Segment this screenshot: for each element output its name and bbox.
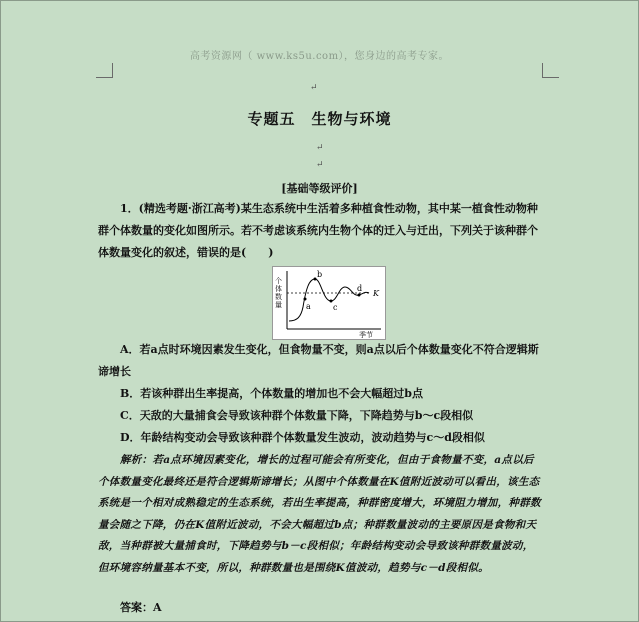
answer-text: 答案：A — [120, 601, 162, 614]
point-d — [358, 294, 361, 297]
x-axis-label: 季节 — [359, 331, 373, 339]
y-axis-label-line: 个 — [275, 277, 282, 285]
k-label: K — [373, 289, 379, 298]
label-c: c — [333, 303, 338, 312]
y-axis-label-line: 量 — [275, 301, 282, 309]
y-axis-label — [275, 276, 284, 309]
option-c: C．天敌的大量捕食会导致该种群个体数量下降，下降趋势与b～c段相似 — [120, 409, 474, 422]
y-axis-label-line: 体 — [275, 285, 282, 293]
section-label: [基础等级评价] — [281, 182, 358, 195]
paragraph-mark: ↵ — [316, 160, 324, 170]
page-title: 专题五 生物与环境 — [247, 110, 392, 128]
analysis-text: 解析：若a点环境因素变化，增长的过程可能会有所变化，但由于食物量不变，a点以后个体数量变化最终还是符合逻辑斯谛增长；从图中个体数量在K值附近波动可以看出，该生态系统是一个相对成熟稳定的生态系统，若出生率提高，种群密度增大，环境阻力增加，种群数量会随之下降，仍在K值附近波动，不会大幅超过b点；种群数量波动的主要原因是食物和天敌，当种群被大量捕食时，下降趋势与b－c段相似；年龄结构变动会导致该种群数量波动，但环境容纳量基本不变，所以，种群数量也是围绕K值波动，趋势与c－d段相似。 — [98, 454, 541, 574]
header-note: 高考资源网（ www.ks5u.com），您身边的高考专家。 — [189, 51, 450, 62]
margin-corner-left — [96, 63, 113, 78]
label-d: d — [357, 284, 363, 293]
paragraph-mark: ↵ — [316, 143, 324, 153]
label-a: a — [306, 302, 311, 311]
option-a: A．若a点时环境因素发生变化，但食物量不变，则a点以后个体数量变化不符合逻辑斯谛增长 — [98, 343, 539, 378]
question-text: 1．(精选考题·浙江高考)某生态系统中生活着多种植食性动物，其中某一植食性动物种群个体数量的变化如图所示。若不考虑该系统内生物个体的迁入与迁出，下列关于该种群个体数量变化的叙述，错误的是( ) — [98, 202, 538, 259]
point-a — [304, 298, 307, 301]
paragraph-mark: ↵ — [310, 83, 318, 93]
population-curve-svg — [273, 267, 385, 339]
option-d: D．年龄结构变动会导致该种群个体数量发生波动，波动趋势与c～d段相似 — [120, 431, 485, 444]
margin-corner-right — [542, 63, 559, 78]
population-figure — [272, 266, 386, 340]
label-b: b — [317, 270, 323, 279]
y-axis-label-line: 数 — [275, 293, 282, 301]
option-b: B．若该种群出生率提高，个体数量的增加也不会大幅超过b点 — [120, 387, 423, 400]
